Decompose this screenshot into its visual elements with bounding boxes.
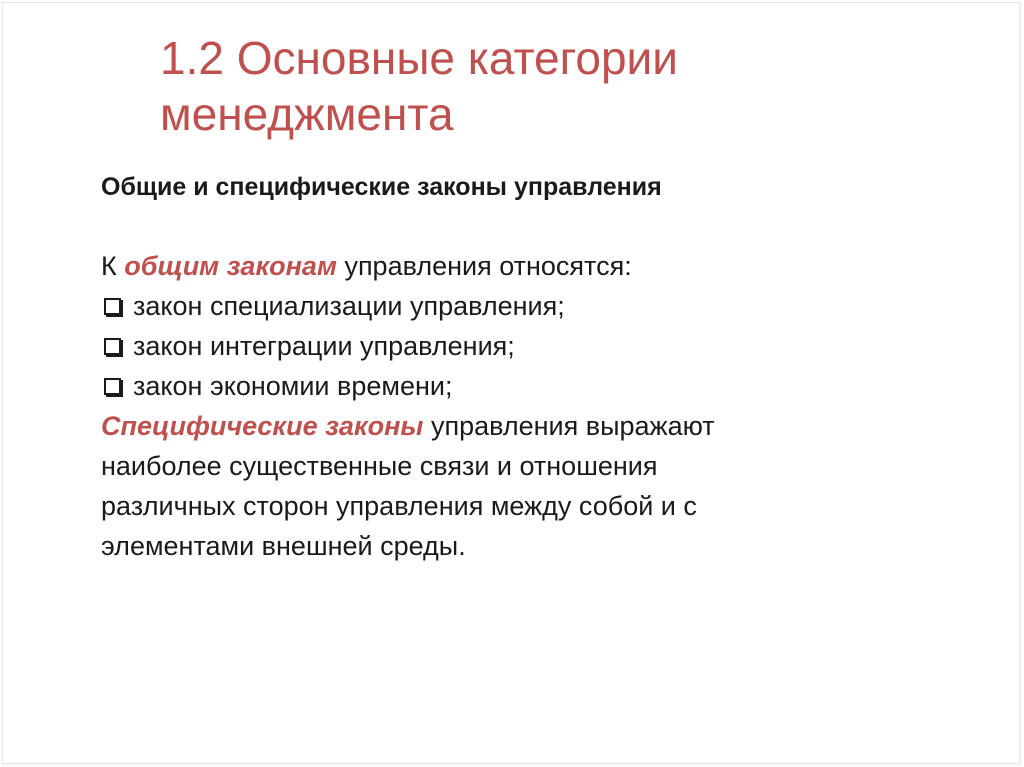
- checkbox-icon: [104, 338, 121, 355]
- specific-laws-line-2: наиболее существенные связи и отношения: [101, 451, 658, 481]
- list-item-text: закон интеграции управления;: [133, 331, 515, 361]
- checkbox-icon: [104, 298, 121, 315]
- checkbox-icon: [104, 378, 121, 395]
- list-item-text: закон специализации управления;: [133, 291, 565, 321]
- title-line-2: менеджмента: [160, 88, 454, 140]
- general-laws-prefix: К: [101, 251, 125, 281]
- general-laws-emphasis: общим законам: [124, 251, 337, 281]
- specific-laws-line-3: различных сторон управления между собой и с: [101, 491, 697, 521]
- general-laws-intro: [101, 246, 961, 286]
- subheading: Общие и специфические законы управления: [101, 173, 662, 201]
- list-item: [101, 286, 961, 326]
- specific-laws-emphasis: Специфические законы: [101, 411, 424, 441]
- specific-laws-line1-suffix: управления выражают: [423, 411, 715, 441]
- slide-title: [160, 30, 920, 142]
- specific-laws-line-4: элементами внешней среды.: [101, 531, 466, 561]
- specific-laws-line-1: [101, 406, 961, 446]
- general-laws-suffix: управления относятся:: [336, 251, 632, 281]
- list-item-text: закон экономии времени;: [133, 371, 453, 401]
- list-item: [101, 366, 961, 406]
- list-item: [101, 326, 961, 366]
- slide-body: [101, 168, 961, 566]
- title-line-1: 1.2 Основные категории: [160, 32, 678, 84]
